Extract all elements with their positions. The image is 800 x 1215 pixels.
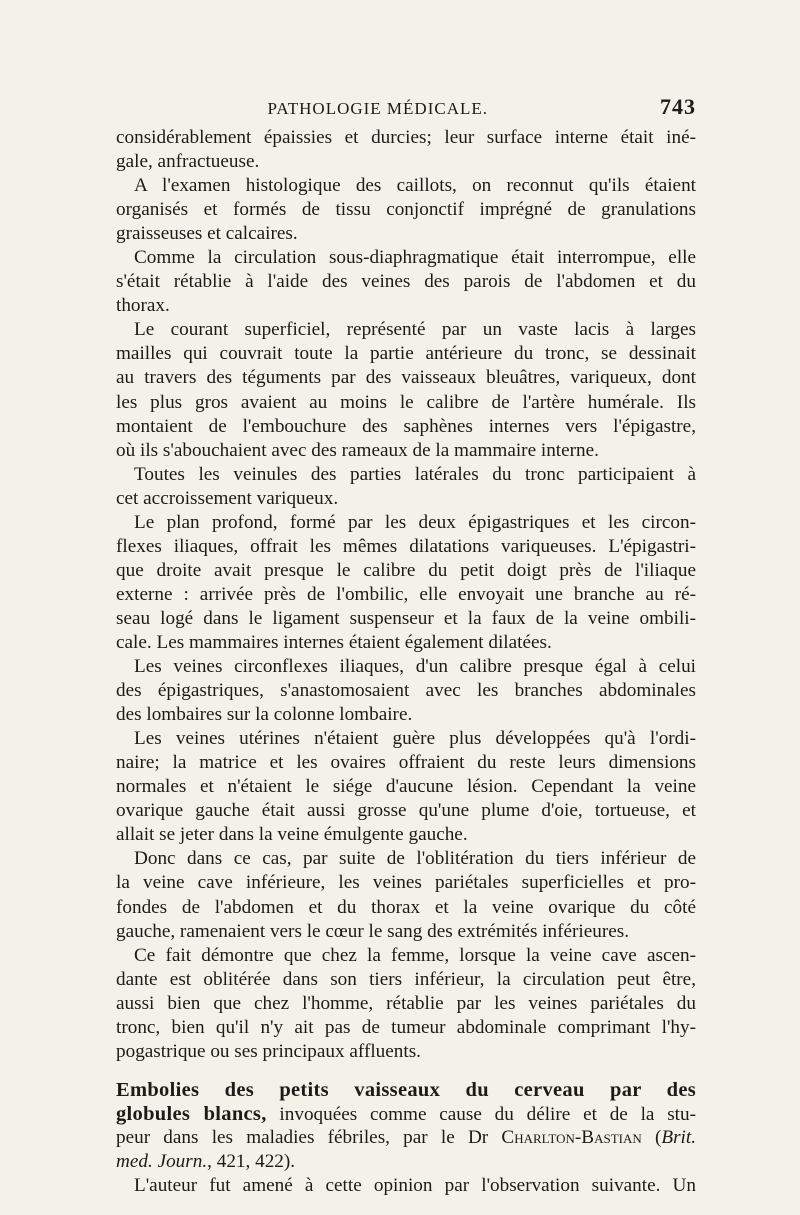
text-line <box>116 487 696 511</box>
line-text: , 421, 422). <box>207 1150 296 1172</box>
book-page <box>116 94 696 1198</box>
text-line <box>116 1126 696 1150</box>
body-text <box>116 126 696 1198</box>
line-text: allait se jeter dans la veine émulgente gauche. <box>116 824 468 846</box>
text-line <box>116 727 696 751</box>
text-line <box>116 920 696 944</box>
text-line <box>116 198 696 222</box>
line-text: A l'examen histologique des caillots, on reconnut qu'ils étaient <box>134 175 696 197</box>
text-line <box>116 559 696 583</box>
line-text: la veine cave inférieure, les veines pariétales superficielles et pro- <box>116 872 696 894</box>
text-line <box>116 968 696 992</box>
line-text: flexes iliaques, offrait les mêmes dilatations variqueuses. L'épigastri- <box>116 535 696 557</box>
line-text: aussi bien que chez l'homme, rétablie par les veines pariétales du <box>116 992 696 1014</box>
text-line <box>116 679 696 703</box>
line-text: mailles qui couvrait toute la partie antérieure du tronc, se dessinait <box>116 343 696 365</box>
text-line <box>116 391 696 415</box>
text-line <box>116 246 696 270</box>
page-number: 743 <box>660 94 696 119</box>
line-text: dante est oblitérée dans son tiers inférieur, la circulation peut être, <box>116 968 696 990</box>
text-line <box>116 607 696 631</box>
line-text: Les veines circonflexes iliaques, d'un calibre presque égal à celui <box>134 656 696 678</box>
line-text: thorax. <box>116 295 170 317</box>
text-line <box>116 463 696 487</box>
line-text: Toutes les veinules des parties latérales du tronc participaient à <box>134 463 696 485</box>
line-text: gale, anfractueuse. <box>116 151 260 173</box>
text-line <box>116 318 696 342</box>
text-line <box>116 1016 696 1040</box>
text-line <box>116 1174 696 1198</box>
line-text: L'auteur fut amené à cette opinion par l'observation suivante. Un <box>134 1175 696 1197</box>
line-text: gauche, ramenaient vers le cœur le sang des extrémités inférieures. <box>116 920 630 942</box>
text-line <box>116 511 696 535</box>
line-text: normales et n'étaient le siége d'aucune lésion. Cependant la veine <box>116 776 696 798</box>
line-text: externe : arrivée près de l'ombilic, elle envoyait une branche au ré- <box>116 583 696 605</box>
text-line <box>116 1150 696 1174</box>
text-line <box>116 366 696 390</box>
text-line <box>116 799 696 823</box>
text-line <box>116 150 696 174</box>
line-text: naire; la matrice et les ovaires offraient du reste leurs dimensions <box>116 752 696 774</box>
line-text: les plus gros avaient au moins le calibre de l'artère humérale. Ils <box>116 391 696 413</box>
line-text: considérablement épaissies et durcies; leur surface interne était iné- <box>116 127 696 148</box>
line-text: Le plan profond, formé par les deux épigastriques et les circon- <box>134 511 696 533</box>
line-text: seau logé dans le ligament suspenseur et la faux de la veine ombili- <box>116 607 696 629</box>
text-line <box>116 270 696 294</box>
text-line <box>116 896 696 920</box>
line-text: graisseuses et calcaires. <box>116 223 298 245</box>
line-text: cale. Les mammaires internes étaient également dilatées. <box>116 631 552 653</box>
line-text: des lombaires sur la colonne lombaire. <box>116 704 413 726</box>
line-text: que droite avait presque le calibre du petit doigt près de l'iliaque <box>116 559 696 581</box>
line-text: s'était rétablie à l'aide des veines des parois de l'abdomen et du <box>116 271 696 293</box>
author-name: Charlton-Bastian <box>501 1126 642 1148</box>
text-line <box>116 992 696 1016</box>
line-text: ( <box>641 1126 662 1148</box>
running-title: PATHOLOGIE MÉDICALE. <box>267 99 488 118</box>
line-text: ovarique gauche était aussi grosse qu'une plume d'oie, tortueuse, et <box>116 800 696 822</box>
text-line <box>116 294 696 318</box>
line-text: cet accroissement variqueux. <box>116 487 339 509</box>
text-line <box>116 1102 696 1126</box>
line-text: pogastrique ou ses principaux affluents. <box>116 1040 421 1062</box>
text-line <box>116 126 696 150</box>
text-line <box>116 944 696 968</box>
text-line <box>116 871 696 895</box>
text-line <box>116 1040 696 1064</box>
line-text: Donc dans ce cas, par suite de l'oblitération du tiers inférieur de <box>134 848 696 870</box>
line-text: tronc, bien qu'il n'y ait pas de tumeur abdominale comprimant l'hy- <box>116 1016 696 1038</box>
text-line <box>116 535 696 559</box>
text-line <box>116 823 696 847</box>
line-text: où ils s'abouchaient avec des rameaux de la mammaire interne. <box>116 439 599 461</box>
text-line <box>116 222 696 246</box>
text-line <box>116 583 696 607</box>
text-line <box>116 174 696 198</box>
line-text: Les veines utérines n'étaient guère plus développées qu'à l'ordi- <box>134 728 696 750</box>
line-text: peur dans les maladies fébriles, par le Dr <box>116 1126 502 1148</box>
section-heading: Embolies des petits vaisseaux du cerveau par des <box>116 1078 696 1101</box>
text-line <box>116 1078 696 1102</box>
line-text: invoquées comme cause du délire et de la stu- <box>266 1103 696 1125</box>
text-line <box>116 631 696 655</box>
text-line <box>116 655 696 679</box>
section-heading: globules blancs, <box>116 1102 267 1125</box>
line-text: Ce fait démontre que chez la femme, lorsque la veine cave ascen- <box>134 944 696 966</box>
line-text: Comme la circulation sous-diaphragmatique était interrompue, elle <box>134 247 696 269</box>
page-header <box>116 94 696 124</box>
journal-title: Brit. <box>661 1126 697 1148</box>
text-line <box>116 342 696 366</box>
text-line <box>116 415 696 439</box>
line-text: fondes de l'abdomen et du thorax et la veine ovarique du côté <box>116 896 696 918</box>
text-line <box>116 703 696 727</box>
section-gap <box>116 1064 696 1078</box>
line-text: au travers des téguments par des vaisseaux bleuâtres, variqueux, dont <box>116 367 696 389</box>
text-line <box>116 751 696 775</box>
line-text: montaient de l'embouchure des saphènes internes vers l'épigastre, <box>116 415 696 437</box>
text-line <box>116 775 696 799</box>
text-line <box>116 847 696 871</box>
line-text: des épigastriques, s'anastomosaient avec les branches abdominales <box>116 680 696 702</box>
journal-title: med. Journ. <box>116 1150 208 1172</box>
text-line <box>116 439 696 463</box>
line-text: organisés et formés de tissu conjonctif imprégné de granulations <box>116 199 696 221</box>
line-text: Le courant superficiel, représenté par un vaste lacis à larges <box>134 319 696 341</box>
